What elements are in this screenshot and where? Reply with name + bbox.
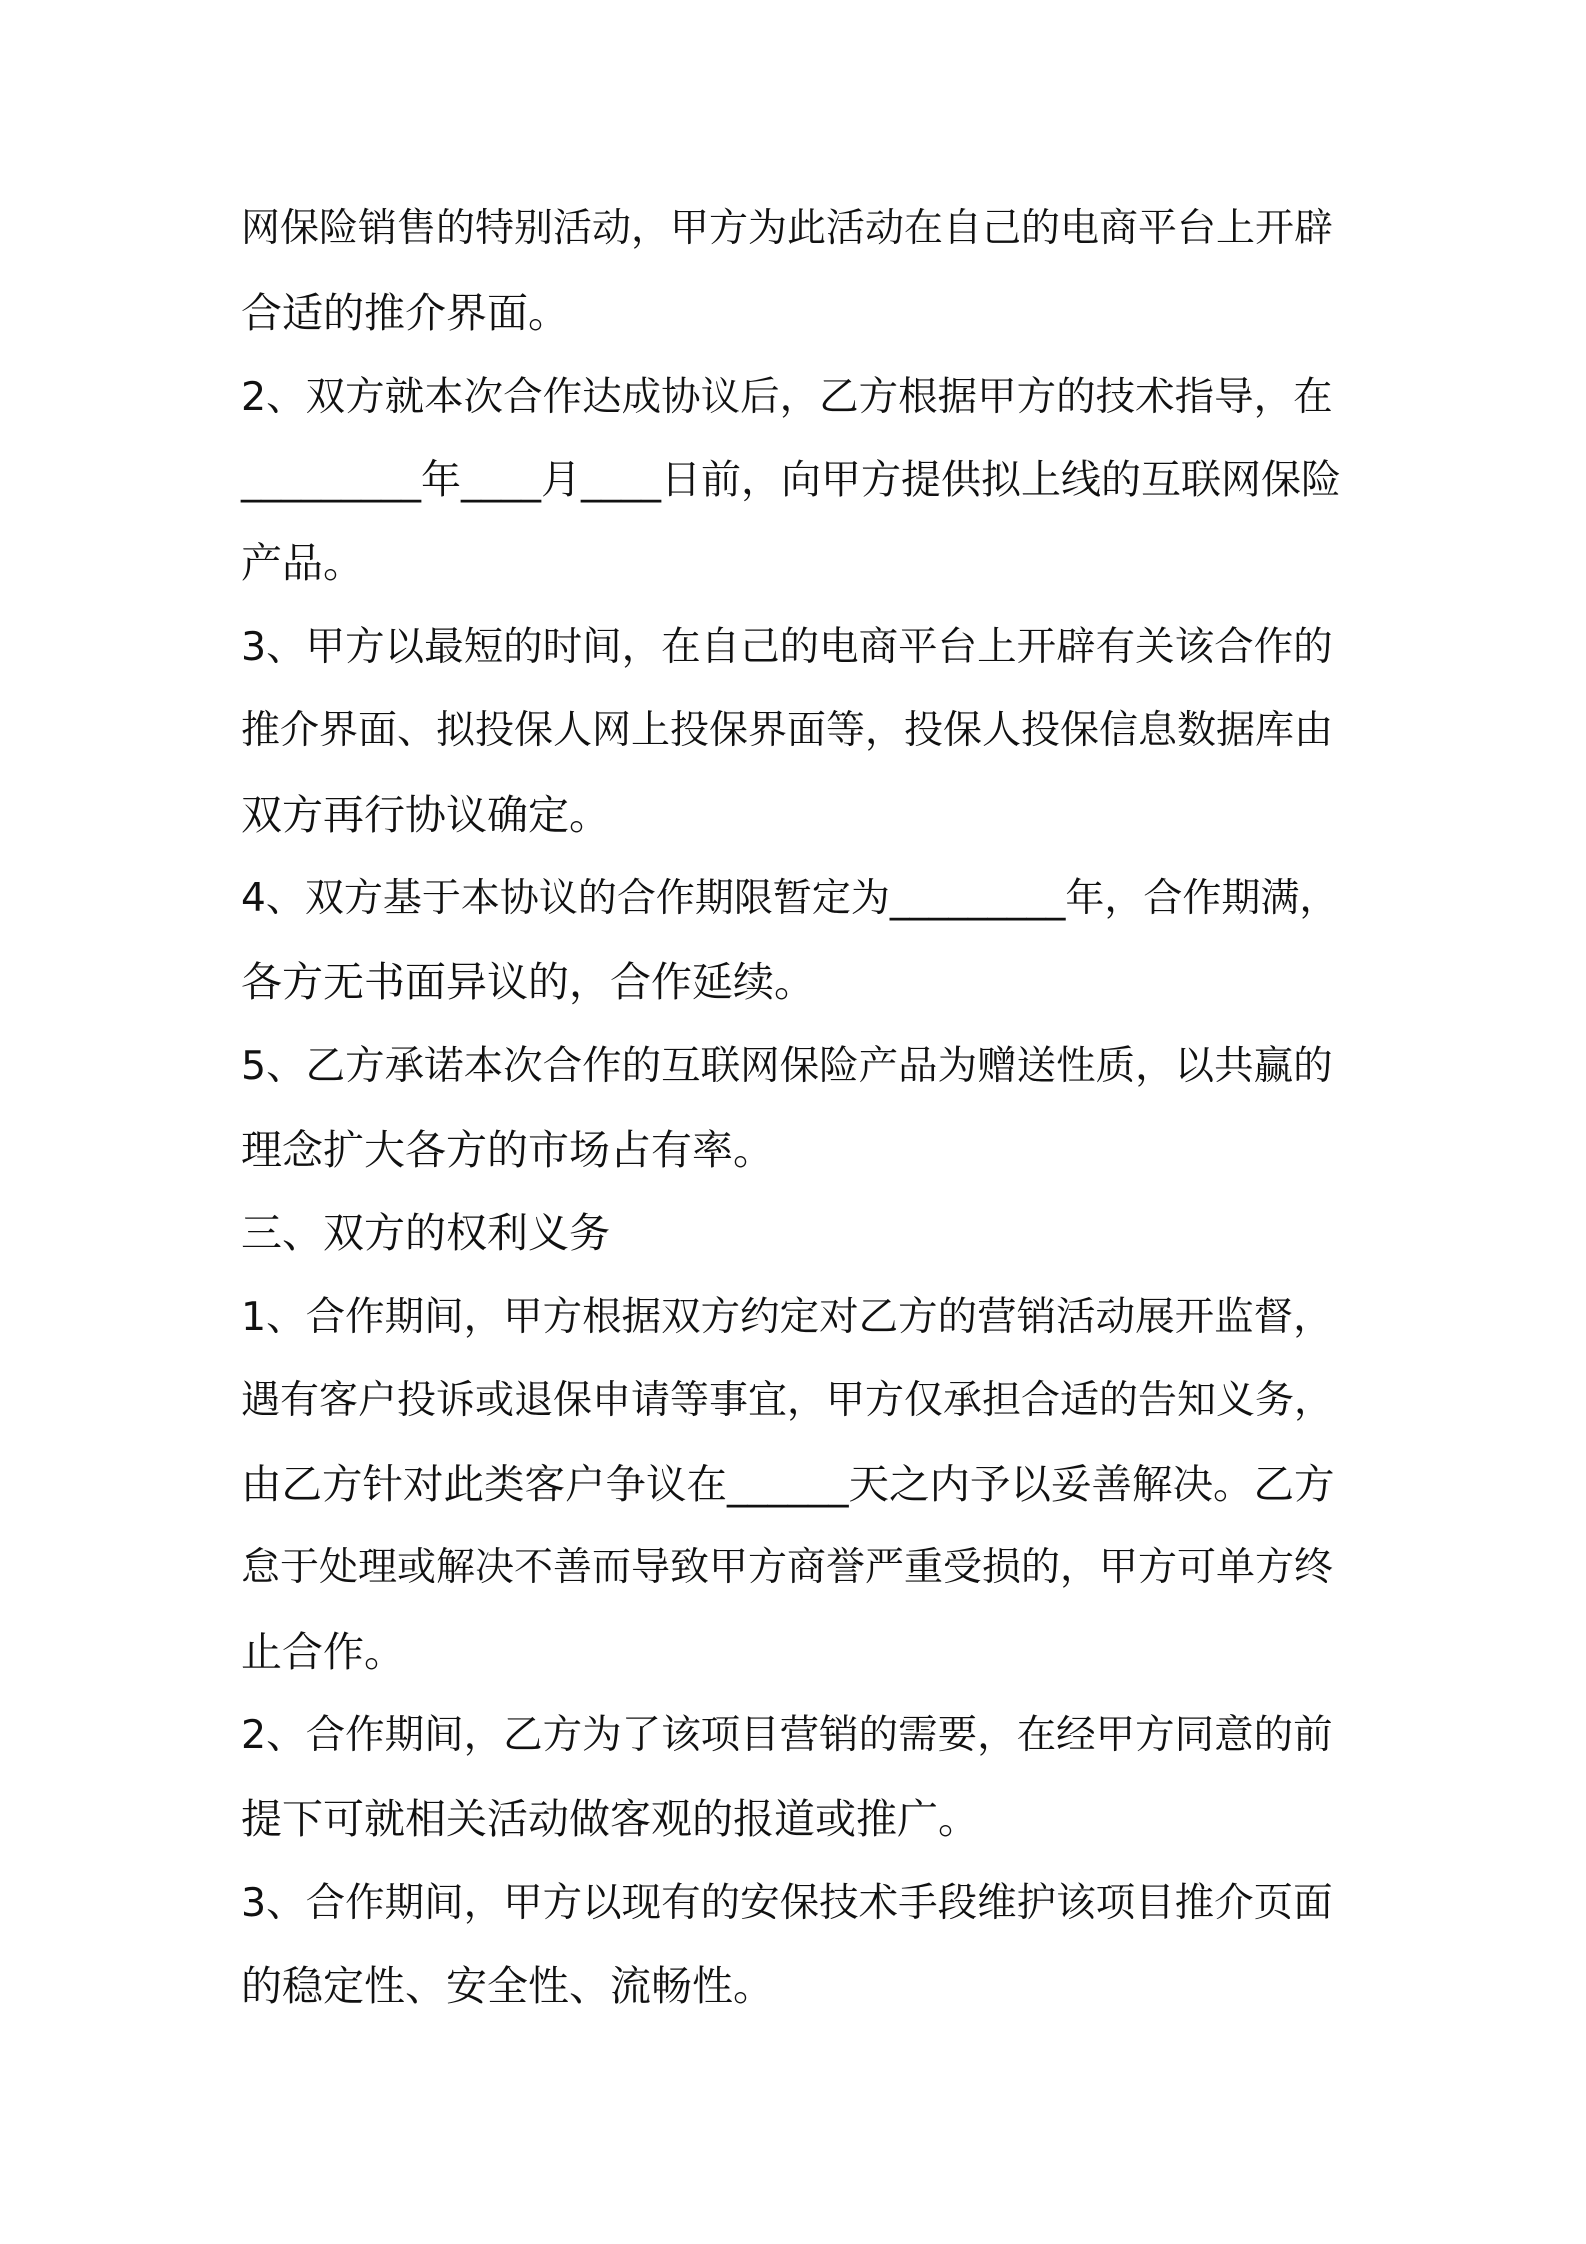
text-line: 3、甲方以最短的时间，在自己的电商平台上开辟有关该合作的	[241, 624, 1333, 670]
text-line: 理念扩大各方的市场占有率。	[241, 1126, 774, 1174]
text-line: 止合作。	[241, 1628, 405, 1676]
text-line: 1、合作期间，甲方根据双方约定对乙方的营销活动展开监督，	[241, 1294, 1333, 1340]
text-line: 的稳定性、安全性、流畅性。	[241, 1962, 774, 2010]
text-line: 5、乙方承诺本次合作的互联网保险产品为赠送性质，以共赢的	[241, 1043, 1333, 1089]
text-line: 2、双方就本次合作达成协议后，乙方根据甲方的技术指导，在	[241, 374, 1333, 420]
text-line: 推介界面、拟投保人网上投保界面等，投保人投保信息数据库由	[241, 708, 1334, 753]
text-line: 由乙方针对此类客户争议在______天之内予以妥善解决。乙方	[241, 1460, 1335, 1508]
text-line: 网保险销售的特别活动，甲方为此活动在自己的电商平台上开辟	[241, 206, 1334, 251]
text-line: 2、合作期间，乙方为了该项目营销的需要，在经甲方同意的前	[241, 1712, 1333, 1758]
text-line: 各方无书面异议的，合作延续。	[241, 958, 815, 1006]
text-line: 4、双方基于本协议的合作期限暂定为_________年，合作期满，	[241, 876, 1339, 921]
text-line: 3、合作期间，甲方以现有的安保技术手段维护该项目推介页面	[241, 1880, 1333, 1926]
text-line: 遇有客户投诉或退保申请等事宜，甲方仅承担合适的告知义务，	[241, 1378, 1334, 1423]
text-line: 合适的推介界面。	[241, 289, 569, 337]
text-line: _________年____月____日前，向甲方提供拟上线的互联网保险	[241, 457, 1341, 503]
text-line: 双方再行协议确定。	[241, 791, 610, 839]
text-line: 怠于处理或解决不善而导致甲方商誉严重受损的，甲方可单方终	[241, 1545, 1334, 1590]
text-line: 提下可就相关活动做客观的报道或推广。	[241, 1795, 979, 1843]
section-heading: 三、双方的权利义务	[241, 1209, 610, 1257]
text-line: 产品。	[241, 539, 364, 587]
